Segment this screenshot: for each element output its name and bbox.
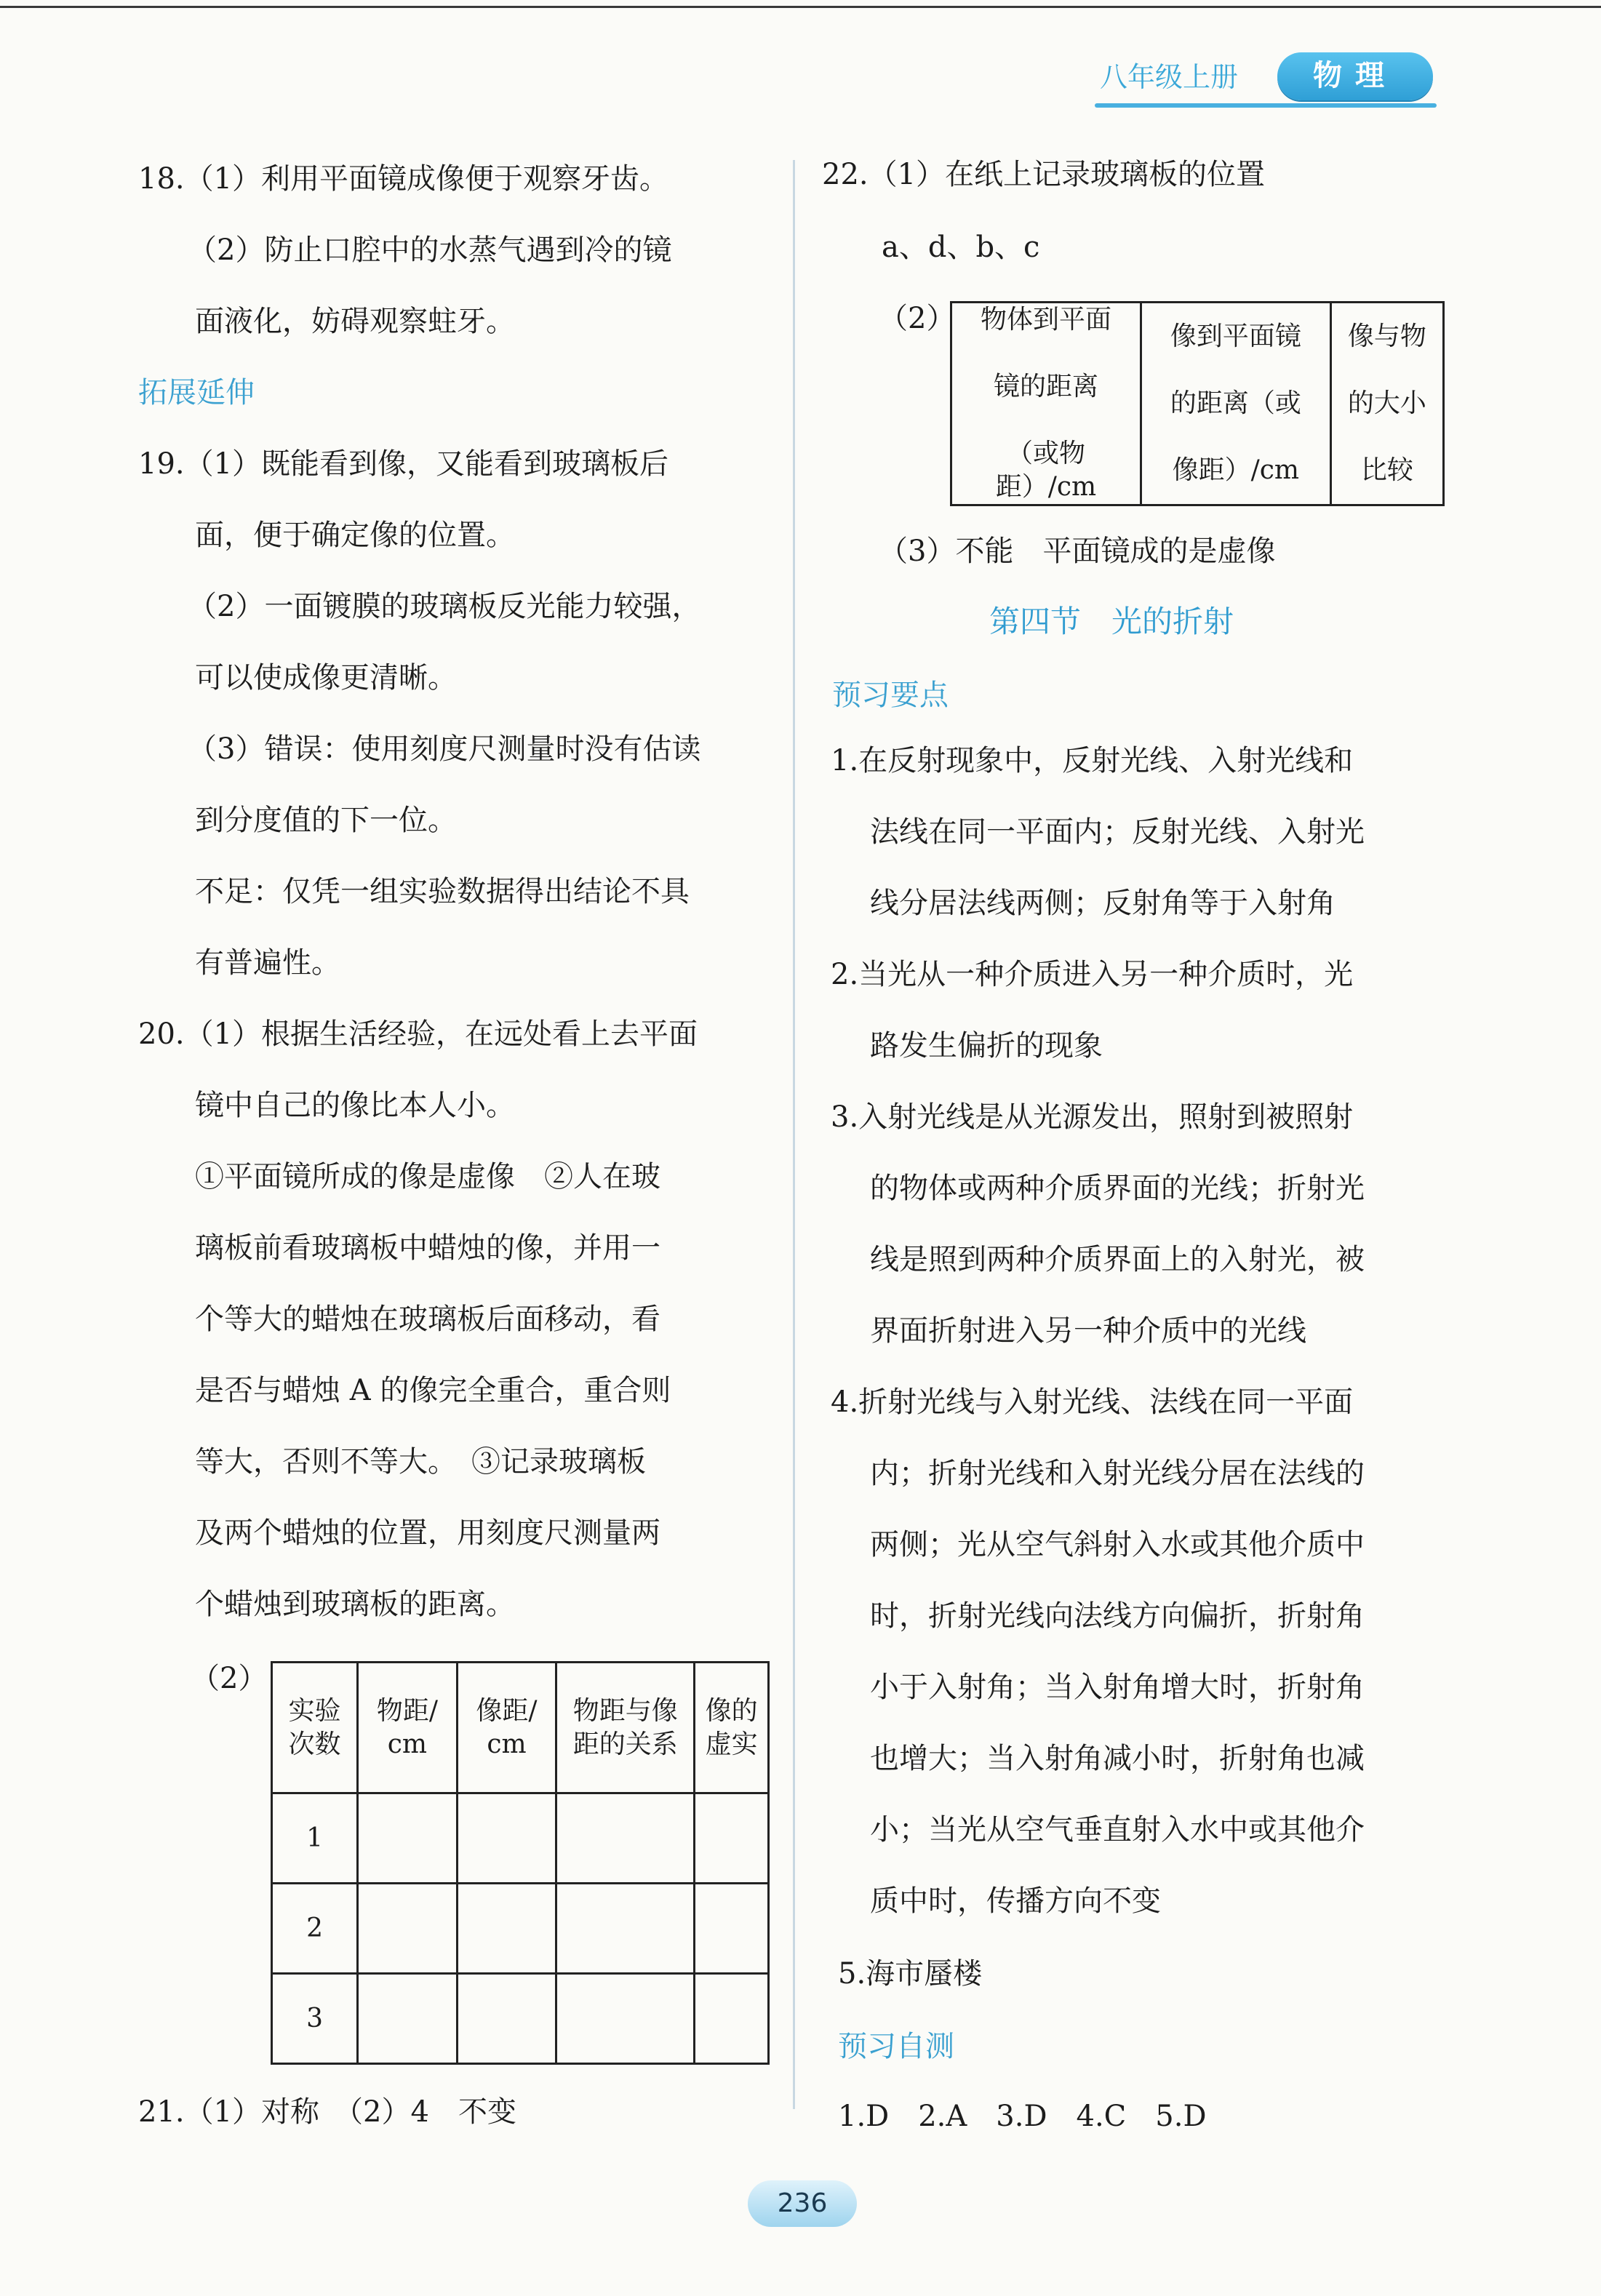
point-line-3: 线分居法线两侧；反射角等于入射角 — [870, 887, 1336, 920]
selftest-answers: 1.D 2.A 3.D 4.C 5.D — [838, 2100, 1207, 2133]
q22-table-label: （2） — [879, 302, 956, 335]
table-cell — [695, 1793, 769, 1884]
point-line-9: 界面折射进入另一种介质中的光线 — [870, 1314, 1306, 1348]
q20-table-label: （2） — [191, 1662, 268, 1695]
q20-line-7: 等大，否则不等大。 ③记录玻璃板 — [195, 1445, 646, 1479]
point-line-5: 路发生偏折的现象 — [870, 1029, 1103, 1063]
table-cell — [358, 1793, 458, 1884]
q20-line-5: 个等大的蜡烛在玻璃板后面移动，看 — [195, 1303, 660, 1336]
q19-line-8: 有普遍性。 — [195, 946, 340, 980]
q19-line-6: 到分度值的下一位。 — [195, 804, 457, 837]
point-line-11: 内；折射光线和入射光线分居在法线的 — [870, 1457, 1365, 1490]
point-line-13: 时，折射光线向法线方向偏折，折射角 — [870, 1599, 1365, 1633]
table-cell — [457, 1793, 556, 1884]
q20-row-2-index: 2 — [272, 1884, 358, 1974]
q19-line-5: （3）错误：使用刻度尺测量时没有估读 — [188, 732, 701, 766]
table-cell — [556, 1793, 695, 1884]
table-row — [272, 1884, 769, 1974]
point-line-18: 5.海市蜃楼 — [838, 1957, 983, 1991]
q20-line-4: 璃板前看玻璃板中蜡烛的像，并用一 — [195, 1231, 660, 1265]
q20-row-1-index: 1 — [272, 1793, 358, 1884]
q22-table — [950, 301, 1445, 506]
point-line-8: 线是照到两种介质界面上的入射光，被 — [870, 1243, 1365, 1276]
q19-line-1: 19.（1）既能看到像，又能看到玻璃板后 — [138, 447, 669, 481]
header-underline — [1095, 103, 1437, 108]
table-row — [272, 1793, 769, 1884]
q20-header-real-virtual: 像的 虚实 — [695, 1663, 769, 1793]
q20-line-3: ①平面镜所成的像是虚像 ②人在玻 — [195, 1160, 660, 1193]
section-extend-title: 拓展延伸 — [138, 376, 255, 409]
table-cell — [556, 1884, 695, 1974]
q22-header-object-distance: 物体到平面 镜的距离 （或物距）/cm — [951, 303, 1141, 505]
q22-header-image-distance: 像到平面镜 的距离（或 像距）/cm — [1141, 303, 1330, 505]
q20-header-trial: 实验 次数 — [272, 1663, 358, 1793]
q22-line-1: 22.（1）在纸上记录玻璃板的位置 — [822, 158, 1266, 191]
section-preview-title: 预习要点 — [832, 679, 949, 712]
q19-line-3: （2）一面镀膜的玻璃板反光能力较强， — [188, 590, 701, 623]
q19-line-4: 可以使成像更清晰。 — [195, 661, 457, 695]
q22-header-size-compare: 像与物 的大小 比较 — [1330, 303, 1443, 505]
point-line-14: 小于入射角；当入射角增大时，折射角 — [870, 1671, 1365, 1704]
table-cell — [358, 1974, 458, 2064]
table-cell — [358, 1884, 458, 1974]
q20-line-6: 是否与蜡烛 A 的像完全重合，重合则 — [195, 1374, 671, 1407]
point-line-2: 法线在同一平面内；反射光线、入射光 — [870, 815, 1365, 849]
top-border-line — [0, 6, 1601, 8]
section4-title: 第四节 光的折射 — [989, 604, 1234, 639]
q21-line: 21.（1）对称 （2）4 不变 — [138, 2095, 516, 2129]
table-cell — [695, 1884, 769, 1974]
point-line-7: 的物体或两种介质界面的光线；折射光 — [870, 1172, 1365, 1205]
q20-line-2: 镜中自己的像比本人小。 — [195, 1089, 515, 1122]
point-line-1: 1.在反射现象中，反射光线、入射光线和 — [831, 744, 1354, 777]
table-cell — [695, 1974, 769, 2064]
table-cell — [457, 1884, 556, 1974]
q20-row-3-index: 3 — [272, 1974, 358, 2064]
q22-line-3: （3）不能 平面镜成的是虚像 — [879, 535, 1276, 568]
table-row — [272, 1974, 769, 2064]
table-cell — [457, 1974, 556, 2064]
point-line-17: 质中时，传播方向不变 — [870, 1884, 1161, 1918]
q20-data-table — [271, 1661, 770, 2065]
section-selftest-title: 预习自测 — [838, 2030, 954, 2063]
column-divider — [793, 160, 795, 2109]
table-cell — [556, 1974, 695, 2064]
point-line-12: 两侧；光从空气斜射入水或其他介质中 — [870, 1528, 1365, 1561]
q18-line-2: （2）防止口腔中的水蒸气遇到冷的镜 — [188, 233, 672, 267]
q20-header-relation: 物距与像 距的关系 — [556, 1663, 695, 1793]
point-line-15: 也增大；当入射角减小时，折射角也减 — [870, 1742, 1365, 1775]
q18-line-3: 面液化，妨碍观察蛀牙。 — [195, 305, 515, 338]
point-line-4: 2.当光从一种介质进入另一种介质时，光 — [831, 958, 1354, 991]
q20-header-image-distance: 像距/ cm — [457, 1663, 556, 1793]
point-line-10: 4.折射光线与入射光线、法线在同一平面 — [831, 1385, 1354, 1419]
point-line-6: 3.入射光线是从光源发出，照射到被照射 — [831, 1100, 1354, 1134]
q19-line-7: 不足：仅凭一组实验数据得出结论不具 — [195, 875, 690, 908]
header-grade: 八年级上册 — [1100, 61, 1239, 93]
q19-line-2: 面，便于确定像的位置。 — [195, 519, 515, 552]
q20-header-object-distance: 物距/ cm — [358, 1663, 458, 1793]
point-line-16: 小；当光从空气垂直射入水中或其他介 — [870, 1813, 1365, 1847]
q20-line-8: 及两个蜡烛的位置，用刻度尺测量两 — [195, 1516, 660, 1550]
header-subject: 物理 — [1313, 59, 1397, 92]
q20-line-9: 个蜡烛到玻璃板的距离。 — [195, 1588, 515, 1621]
q22-line-2: a、d、b、c — [882, 231, 1040, 264]
q18-line-1: 18.（1）利用平面镜成像便于观察牙齿。 — [138, 162, 669, 196]
page-number: 236 — [777, 2188, 828, 2218]
q20-line-1: 20.（1）根据生活经验，在远处看上去平面 — [138, 1017, 698, 1051]
